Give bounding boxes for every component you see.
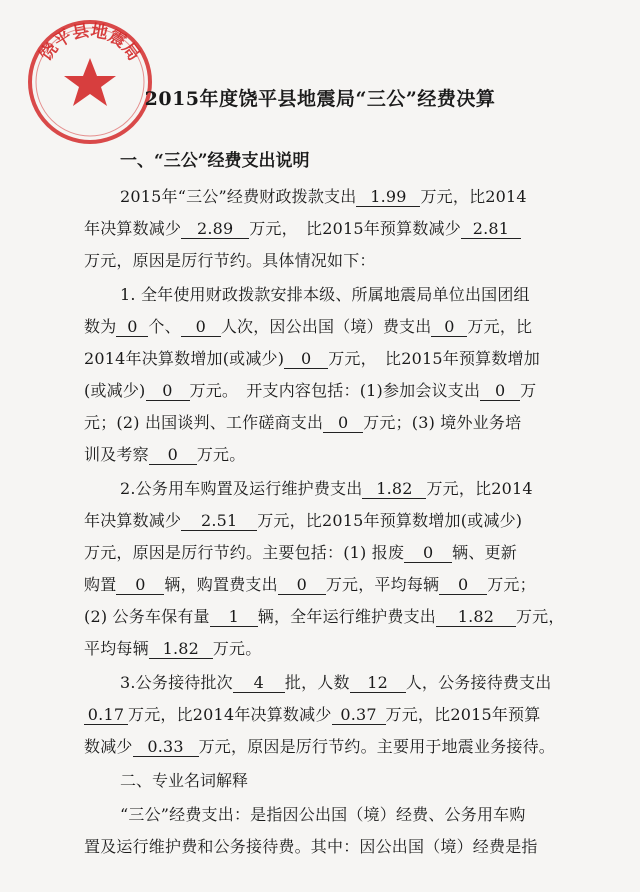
item2-line-5: (2) 公务车保有量 1 辆，全年运行维护费支出 1.82 万元，	[84, 607, 565, 626]
section-heading-2: 二、专业名词解释	[120, 771, 249, 790]
item1-line-4: (或减少) 0 万元。 开支内容包括：(1)参加会议支出 0 万	[84, 381, 537, 400]
item3-line-1: 3.公务接待批次 4 批，人数 12 人，公务接待费支出	[120, 673, 552, 692]
svg-text:饶平县地震局: 饶平县地震局	[36, 21, 144, 65]
item1-line-1: 1. 全年使用财政拨款安排本级、所属地震局单位出国团组	[120, 285, 530, 304]
intro-line-2: 年决算数减少 2.89 万元， 比2015年预算数减少 2.81	[84, 216, 584, 239]
official-seal	[24, 16, 156, 148]
item2-line-1: 2.公务用车购置及运行维护费支出 1.82 万元，比2014	[120, 479, 533, 498]
terms-line-2: 置及运行维护费和公务接待费。其中：因公出国（境）经费是指	[84, 837, 538, 856]
item1-line-2: 数为 0 个、 0 人次，因公出国（境）费支出 0 万元，比	[84, 317, 533, 336]
item1-line-6: 训及考察 0 万元。	[84, 445, 246, 464]
intro-line-3: 万元，原因是厉行节约。具体情况如下：	[84, 251, 376, 270]
item3-line-3: 数减少 0.33 万元，原因是厉行节约。主要用于地震业务接待。	[84, 737, 556, 756]
item3-line-2: 0.17 万元，比2014年决算数减少 0.37 万元，比2015年预算	[84, 702, 584, 725]
document-title: 2015年度饶平县地震局“三公”经费决算	[144, 88, 496, 110]
item2-line-3: 万元，原因是厉行节约。主要包括：(1) 报废 0 辆、更新	[84, 543, 517, 562]
item2-line-6: 平均每辆 1.82 万元。	[84, 639, 262, 658]
terms-line-1: “三公”经费支出：是指因公出国（境）经费、公务用车购	[120, 805, 526, 824]
section-heading-1: 一、“三公”经费支出说明	[120, 151, 310, 171]
item2-line-4: 购置 0 辆，购置费支出 0 万元，平均每辆 0 万元；	[84, 575, 536, 594]
intro-line-1: 2015年“三公”经费财政拨款支出 1.99 万元，比2014	[120, 187, 527, 206]
item2-line-2: 年决算数减少 2.51 万元，比2015年预算数增加(或减少)	[84, 511, 523, 530]
item1-line-5: 元；(2) 出国谈判、工作磋商支出 0 万元；(3) 境外业务培	[84, 413, 522, 432]
item1-line-3: 2014年决算数增加(或减少) 0 万元， 比2015年预算数增加	[84, 349, 540, 368]
